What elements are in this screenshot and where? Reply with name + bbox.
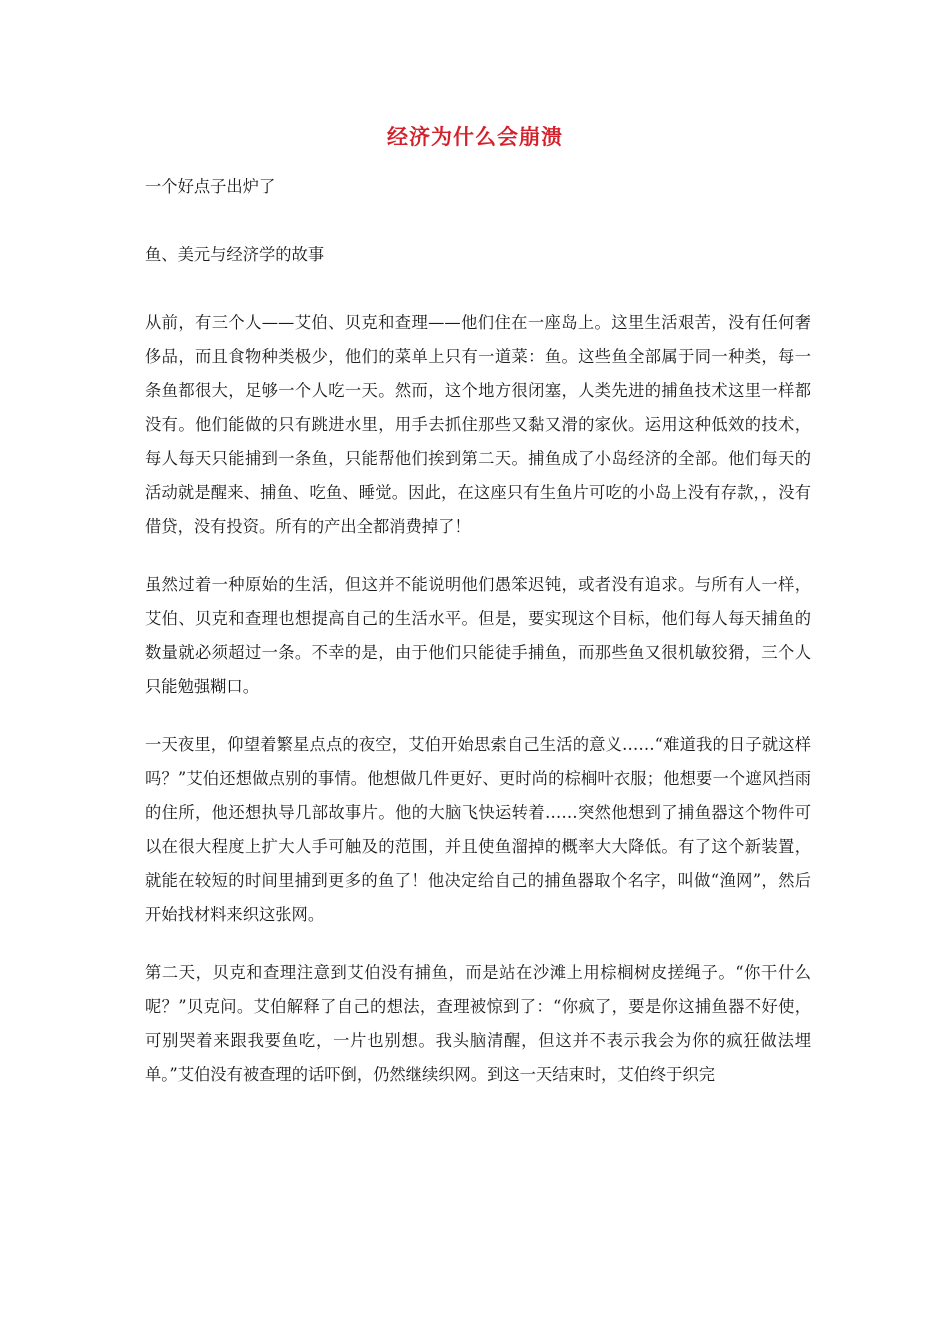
body-paragraph-3: 一天夜里，仰望着繁星点点的夜空，艾伯开始思索自己生活的意义……“难道我的日子就这样吗？”艾伯还想做点别的事情。他想做几件更好、更时尚的棕榈叶衣服；他想要一个遮风挡雨的住所，他还想执导几部故事片。他的大脑飞快运转着……突然他想到了捕鱼器这个物件可以在很大程度上扩大人手可触及的范围，并且使鱼溜掉的概率大大降低。有了这个新装置，就能在较短的时间里捕到更多的鱼了！他决定给自己的捕鱼器取个名字，叫做“渔网”，然后开始找材料来织这张网。	[145, 735, 811, 924]
body-paragraph-2: 虽然过着一种原始的生活，但这并不能说明他们愚笨迟钝，或者没有追求。与所有人一样，艾伯、贝克和查理也想提高自己的生活水平。但是，要实现这个目标，他们每人每天捕鱼的数量就必须超过一条。不幸的是，由于他们只能徒手捕鱼，而那些鱼又很机敏狡猾，三个人只能勉强糊口。	[145, 575, 811, 696]
document-body	[145, 170, 811, 1116]
document-title: 经济为什么会崩溃	[387, 124, 563, 149]
section-heading-1: 一个好点子出炉了	[145, 177, 276, 196]
section-heading-2: 鱼、美元与经济学的故事	[145, 245, 325, 264]
body-paragraph-1: 从前，有三个人——艾伯、贝克和查理——他们住在一座岛上。这里生活艰苦，没有任何奢侈品，而且食物种类极少，他们的菜单上只有一道菜：鱼。这些鱼全部属于同一种类，每一条鱼都很大，足够一个人吃一天。然而，这个地方很闭塞，人类先进的捕鱼技术这里一样都没有。他们能做的只有跳进水里，用手去抓住那些又黏又滑的家伙。运用这种低效的技术，每人每天只能捕到一条鱼，只能帮他们挨到第二天。捕鱼成了小岛经济的全部。他们每天的活动就是醒来、捕鱼、吃鱼、睡觉。因此，在这座只有生鱼片可吃的小岛上没有存款，，没有借贷，没有投资。所有的产出全都消费掉了！	[145, 313, 811, 536]
body-paragraph-4: 第二天，贝克和查理注意到艾伯没有捕鱼，而是站在沙滩上用棕榈树皮搓绳子。“你干什么呢？”贝克问。艾伯解释了自己的想法，查理被惊到了：“你疯了，要是你这捕鱼器不好使，可别哭着来跟我要鱼吃，一片也别想。我头脑清醒，但这并不表示我会为你的疯狂做法埋单。”艾伯没有被查理的话吓倒，仍然继续织网。到这一天结束时，艾伯终于织完	[145, 963, 811, 1084]
